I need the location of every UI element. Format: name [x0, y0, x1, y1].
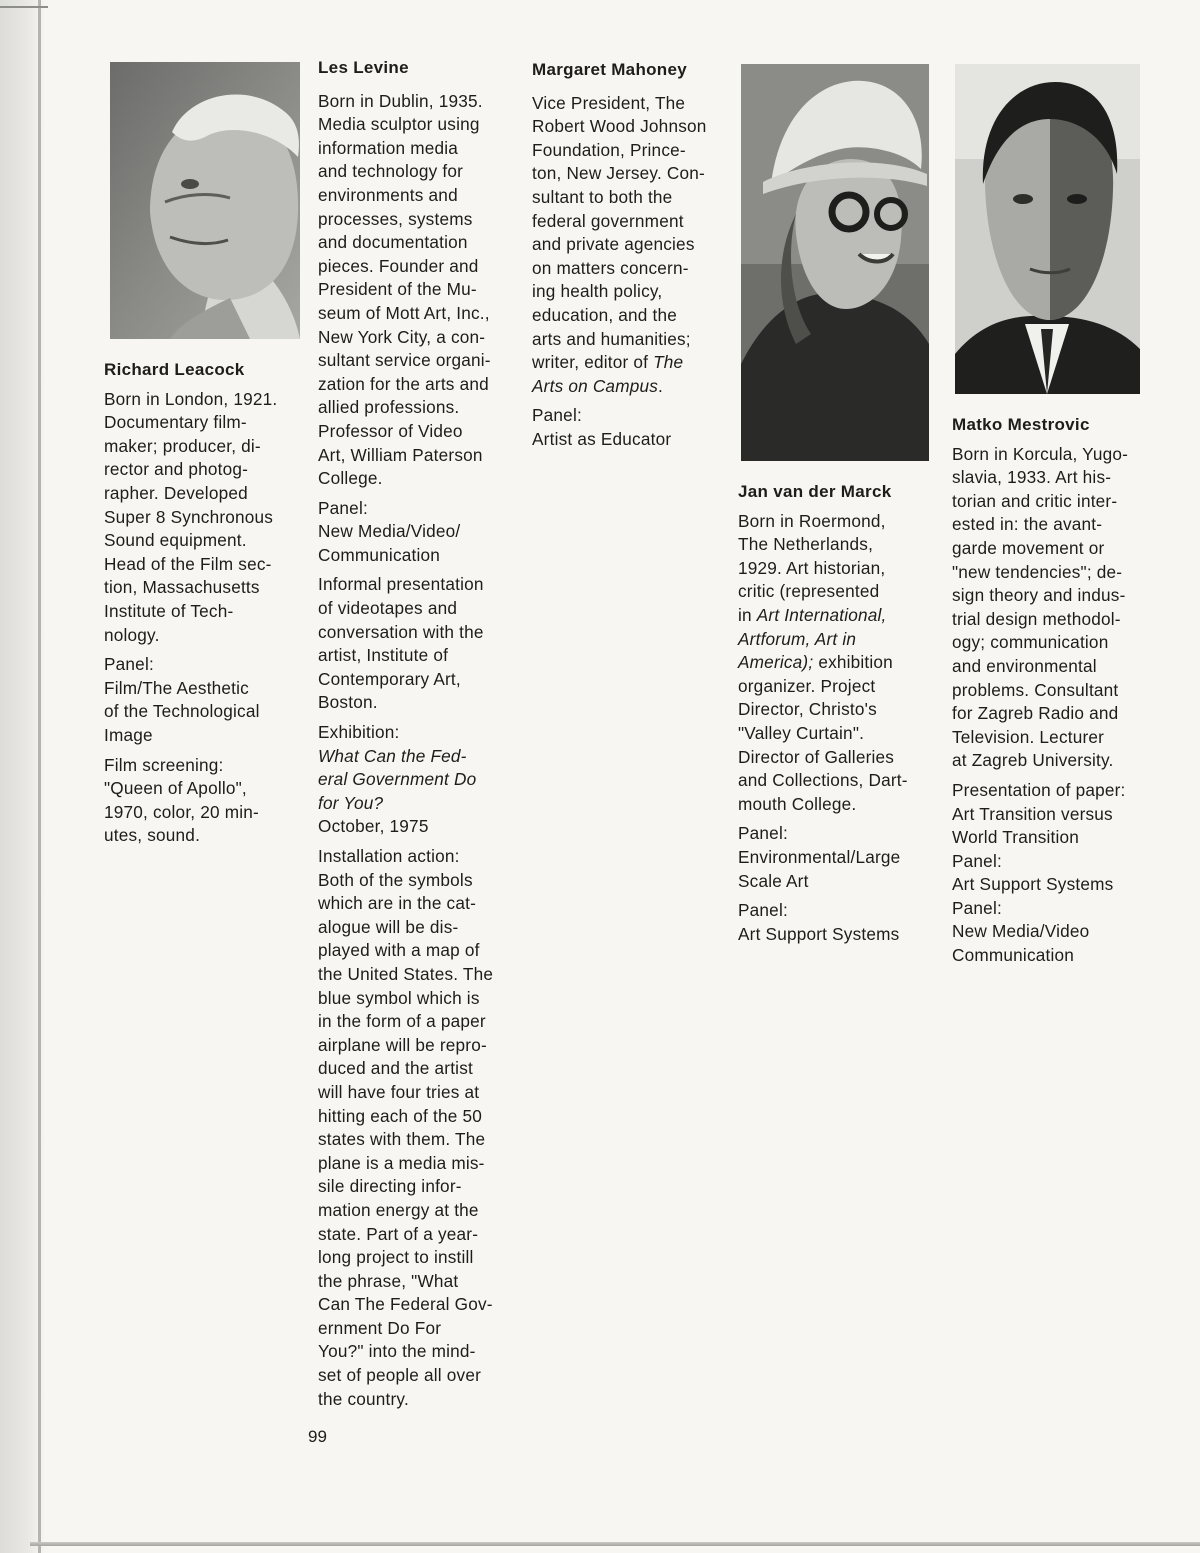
bio-text	[532, 92, 732, 399]
bio-text: Born in London, 1921. Documentary film- maker; producer, di- rector and photog- rapher. Developed Super 8 Synchronous Sound equipment. Head of the Film sec- tion, Massachusetts Institute of Tech- nology.	[104, 388, 278, 645]
panel-label: Panel:	[738, 900, 788, 921]
bio-text: Born in Dublin, 1935. Media sculptor using information media and technology for environments and processes, systems and documentation pieces. Founder and President of the Mu- seum of Mott Art, Inc., New York City, a con- sultant service organi- zation for the arts and allied professions. Professor of Video Art, William Paterson College.	[318, 90, 491, 489]
installation-text: Installation action: Both of the symbols which are in the cat- alogue will be dis- played with a map of the United States. The blue symbol which is in the form of a paper airplane will be repro- duced and the artist will have four tries at hitting each of the 50 states with them. The plane is a media mis- sile directing infor- mation energy at the state. Part of a year- long project to instill the phrase, "What Can The Federal Gov- ernment Do For You?" into the mind- set of people all over the country.	[318, 846, 494, 1409]
panel-text: Artist as Educator	[532, 428, 672, 449]
exhibition-label: Exhibition:	[318, 722, 400, 743]
panel-text: Art Support Systems	[738, 923, 900, 944]
name-les-levine: Les Levine	[318, 58, 409, 77]
bio-margaret-mahoney	[532, 58, 732, 458]
publication-titles: Art International, Artforum, Art in America);	[738, 604, 887, 673]
panel-text: Art Support Systems	[952, 874, 1114, 895]
name-margaret-mahoney: Margaret Mahoney	[532, 60, 688, 79]
bio-text: Born in Korcula, Yugo- slavia, 1933. Art his- torian and critic inter- ested in: the avant- garde movement or "new tendencies"; de- sign theory and indus- trial design methodol- ogy; communication and environmental problems. Consultant for Zagreb Radio and Television. Lecturer at Zagreb University.	[952, 443, 1129, 771]
page-number: 99	[308, 1427, 327, 1446]
panel-text: New Media/Video Communication	[952, 921, 1090, 966]
paper-text: Presentation of paper: Art Transition versus World Transition	[952, 779, 1126, 848]
bio-richard-leacock	[104, 358, 304, 854]
name-richard-leacock: Richard Leacock	[104, 360, 245, 379]
panel-text: Film/The Aesthetic of the Technological Image	[104, 677, 260, 745]
page-bottom-edge	[30, 1542, 1200, 1546]
exhibition-title: What Can the Fed- eral Government Do for You?	[318, 745, 477, 813]
presentation-text: Informal presentation of videotapes and conversation with the artist, Institute of Contemporary Art, Boston.	[318, 574, 484, 713]
book-title: The Arts on Campus	[532, 352, 684, 396]
photo-richard-leacock	[110, 62, 300, 339]
bio-jan-van-der-marck	[738, 480, 938, 952]
panel-text: New Media/Video/ Communication	[318, 521, 461, 565]
panel-label: Panel:	[952, 850, 1002, 871]
bio-part-b: exhibition organizer. Project Director, Christo's "Valley Curtain". Director of Galleries and Collections, Dart- mouth College.	[738, 652, 908, 814]
bio-les-levine	[318, 56, 518, 1417]
screening-text: Film screening: "Queen of Apollo", 1970, color, 20 min- utes, sound.	[104, 754, 259, 846]
bio-end: .	[658, 375, 664, 396]
panel-text: Environmental/Large Scale Art	[738, 846, 901, 891]
bio-part-a: Born in Roermond, The Netherlands, 1929. Art historian, critic (represented in	[738, 510, 886, 625]
binding-edge	[38, 0, 41, 1553]
exhibition-date: October, 1975	[318, 816, 429, 837]
panel-label: Panel:	[104, 654, 154, 675]
name-matko-mestrovic: Matko Mestrovic	[952, 415, 1090, 434]
name-jan-van-der-marck: Jan van der Marck	[738, 482, 892, 501]
panel-label: Panel:	[738, 823, 788, 844]
panel-label: Panel:	[318, 497, 368, 518]
photo-matko-mestrovic	[955, 64, 1140, 394]
photo-jan-van-der-marck	[741, 64, 929, 461]
bio-main: Vice President, The Robert Wood Johnson Foundation, Prince- ton, New Jersey. Con- sultant to both the federal government and private agencies on matters concern- ing health policy, education, and the arts and humanities; writer, editor of	[532, 92, 707, 373]
page-corner-mark	[0, 6, 48, 8]
panel-label: Panel:	[532, 405, 582, 426]
panel-label: Panel:	[952, 897, 1002, 918]
bio-matko-mestrovic	[952, 413, 1162, 974]
bio-text	[738, 510, 938, 817]
